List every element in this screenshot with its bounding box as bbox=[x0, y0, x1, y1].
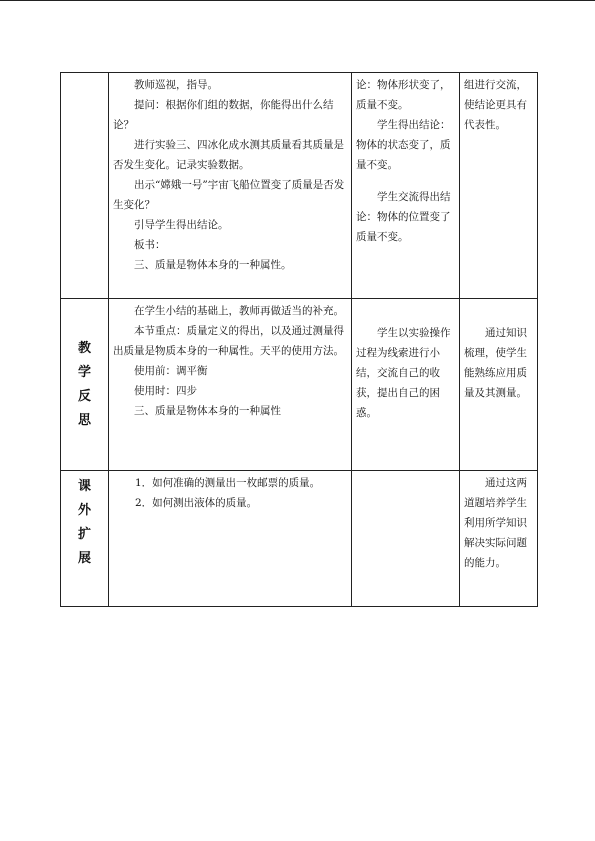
row1-intent-cell bbox=[460, 73, 538, 299]
row1-student-cell bbox=[352, 73, 460, 299]
process-line: 2．如何测出液体的质量。 bbox=[135, 497, 258, 509]
row-label-char: 展 bbox=[77, 551, 91, 566]
student-line: 学生交流得出结论：物体的位置变了质量不变。 bbox=[356, 191, 451, 243]
row-label-char: 反 bbox=[77, 388, 91, 404]
process-line: 使用前：调平衡 bbox=[134, 365, 208, 377]
row3-student-cell bbox=[352, 471, 460, 607]
student-text: 学生以实验操作过程为线索进行小结，交流自己的收获，提出自己的困惑。 bbox=[356, 327, 451, 419]
row3-intent-cell bbox=[460, 471, 538, 607]
page-top-rule bbox=[0, 0, 595, 1]
table-row bbox=[61, 471, 538, 607]
process-line: 引导学生得出结论。 bbox=[134, 219, 229, 231]
row2-label-cell bbox=[61, 299, 109, 471]
row-label-char: 扩 bbox=[77, 527, 91, 542]
lesson-plan-table bbox=[60, 72, 538, 607]
row2-student-cell bbox=[352, 299, 460, 471]
row1-process-cell bbox=[109, 73, 352, 299]
row1-label-cell bbox=[61, 73, 109, 299]
process-line: 提问：根据你们组的数据，你能得出什么结论？ bbox=[113, 99, 334, 131]
row2-intent-cell bbox=[460, 299, 538, 471]
row-label-char: 思 bbox=[77, 412, 91, 428]
process-line: 使用时：四步 bbox=[134, 385, 197, 397]
intent-text: 组进行交流，使结论更具有代表性。 bbox=[464, 79, 527, 131]
row-label-char: 课 bbox=[77, 479, 91, 494]
table-row bbox=[61, 73, 538, 299]
row2-process-cell bbox=[109, 299, 352, 471]
process-line: 出示“嫦娥一号”宇宙飞船位置变了质量是否发生变化？ bbox=[113, 179, 345, 211]
table-row bbox=[61, 299, 538, 471]
row3-process-cell bbox=[109, 471, 352, 607]
spacer bbox=[356, 175, 455, 187]
process-line: 板书： bbox=[134, 239, 166, 251]
process-line: 教师巡视，指导。 bbox=[134, 79, 218, 91]
row-label-char: 教 bbox=[77, 340, 91, 356]
row-label-char: 外 bbox=[77, 503, 91, 518]
row-label-char: 学 bbox=[77, 364, 91, 380]
process-line: 三、质量是物体本身的一种属性。 bbox=[134, 259, 292, 271]
student-line: 学生得出结论：物体的状态变了，质量不变。 bbox=[356, 119, 451, 171]
row3-label-cell bbox=[61, 471, 109, 607]
process-line: 进行实验三、四冰化成水测其质量看其质量是否发生变化。记录实验数据。 bbox=[113, 139, 344, 171]
process-line: 在学生小结的基础上，教师再做适当的补充。 bbox=[134, 305, 344, 317]
intent-text: 通过知识梳理，使学生能熟练应用质量及其测量。 bbox=[464, 327, 527, 399]
process-line: 1．如何准确的测量出一枚邮票的质量。 bbox=[135, 477, 321, 489]
process-line: 本节重点：质量定义的得出，以及通过测量得出质量是物质本身的一种属性。天平的使用方法。 bbox=[113, 325, 344, 357]
intent-text: 通过这两道题培养学生利用所学知识解决实际问题的能力。 bbox=[464, 477, 527, 569]
student-line: 论：物体形状变了，质量不变。 bbox=[356, 79, 451, 111]
process-line: 三、质量是物体本身的一种属性 bbox=[134, 405, 281, 417]
